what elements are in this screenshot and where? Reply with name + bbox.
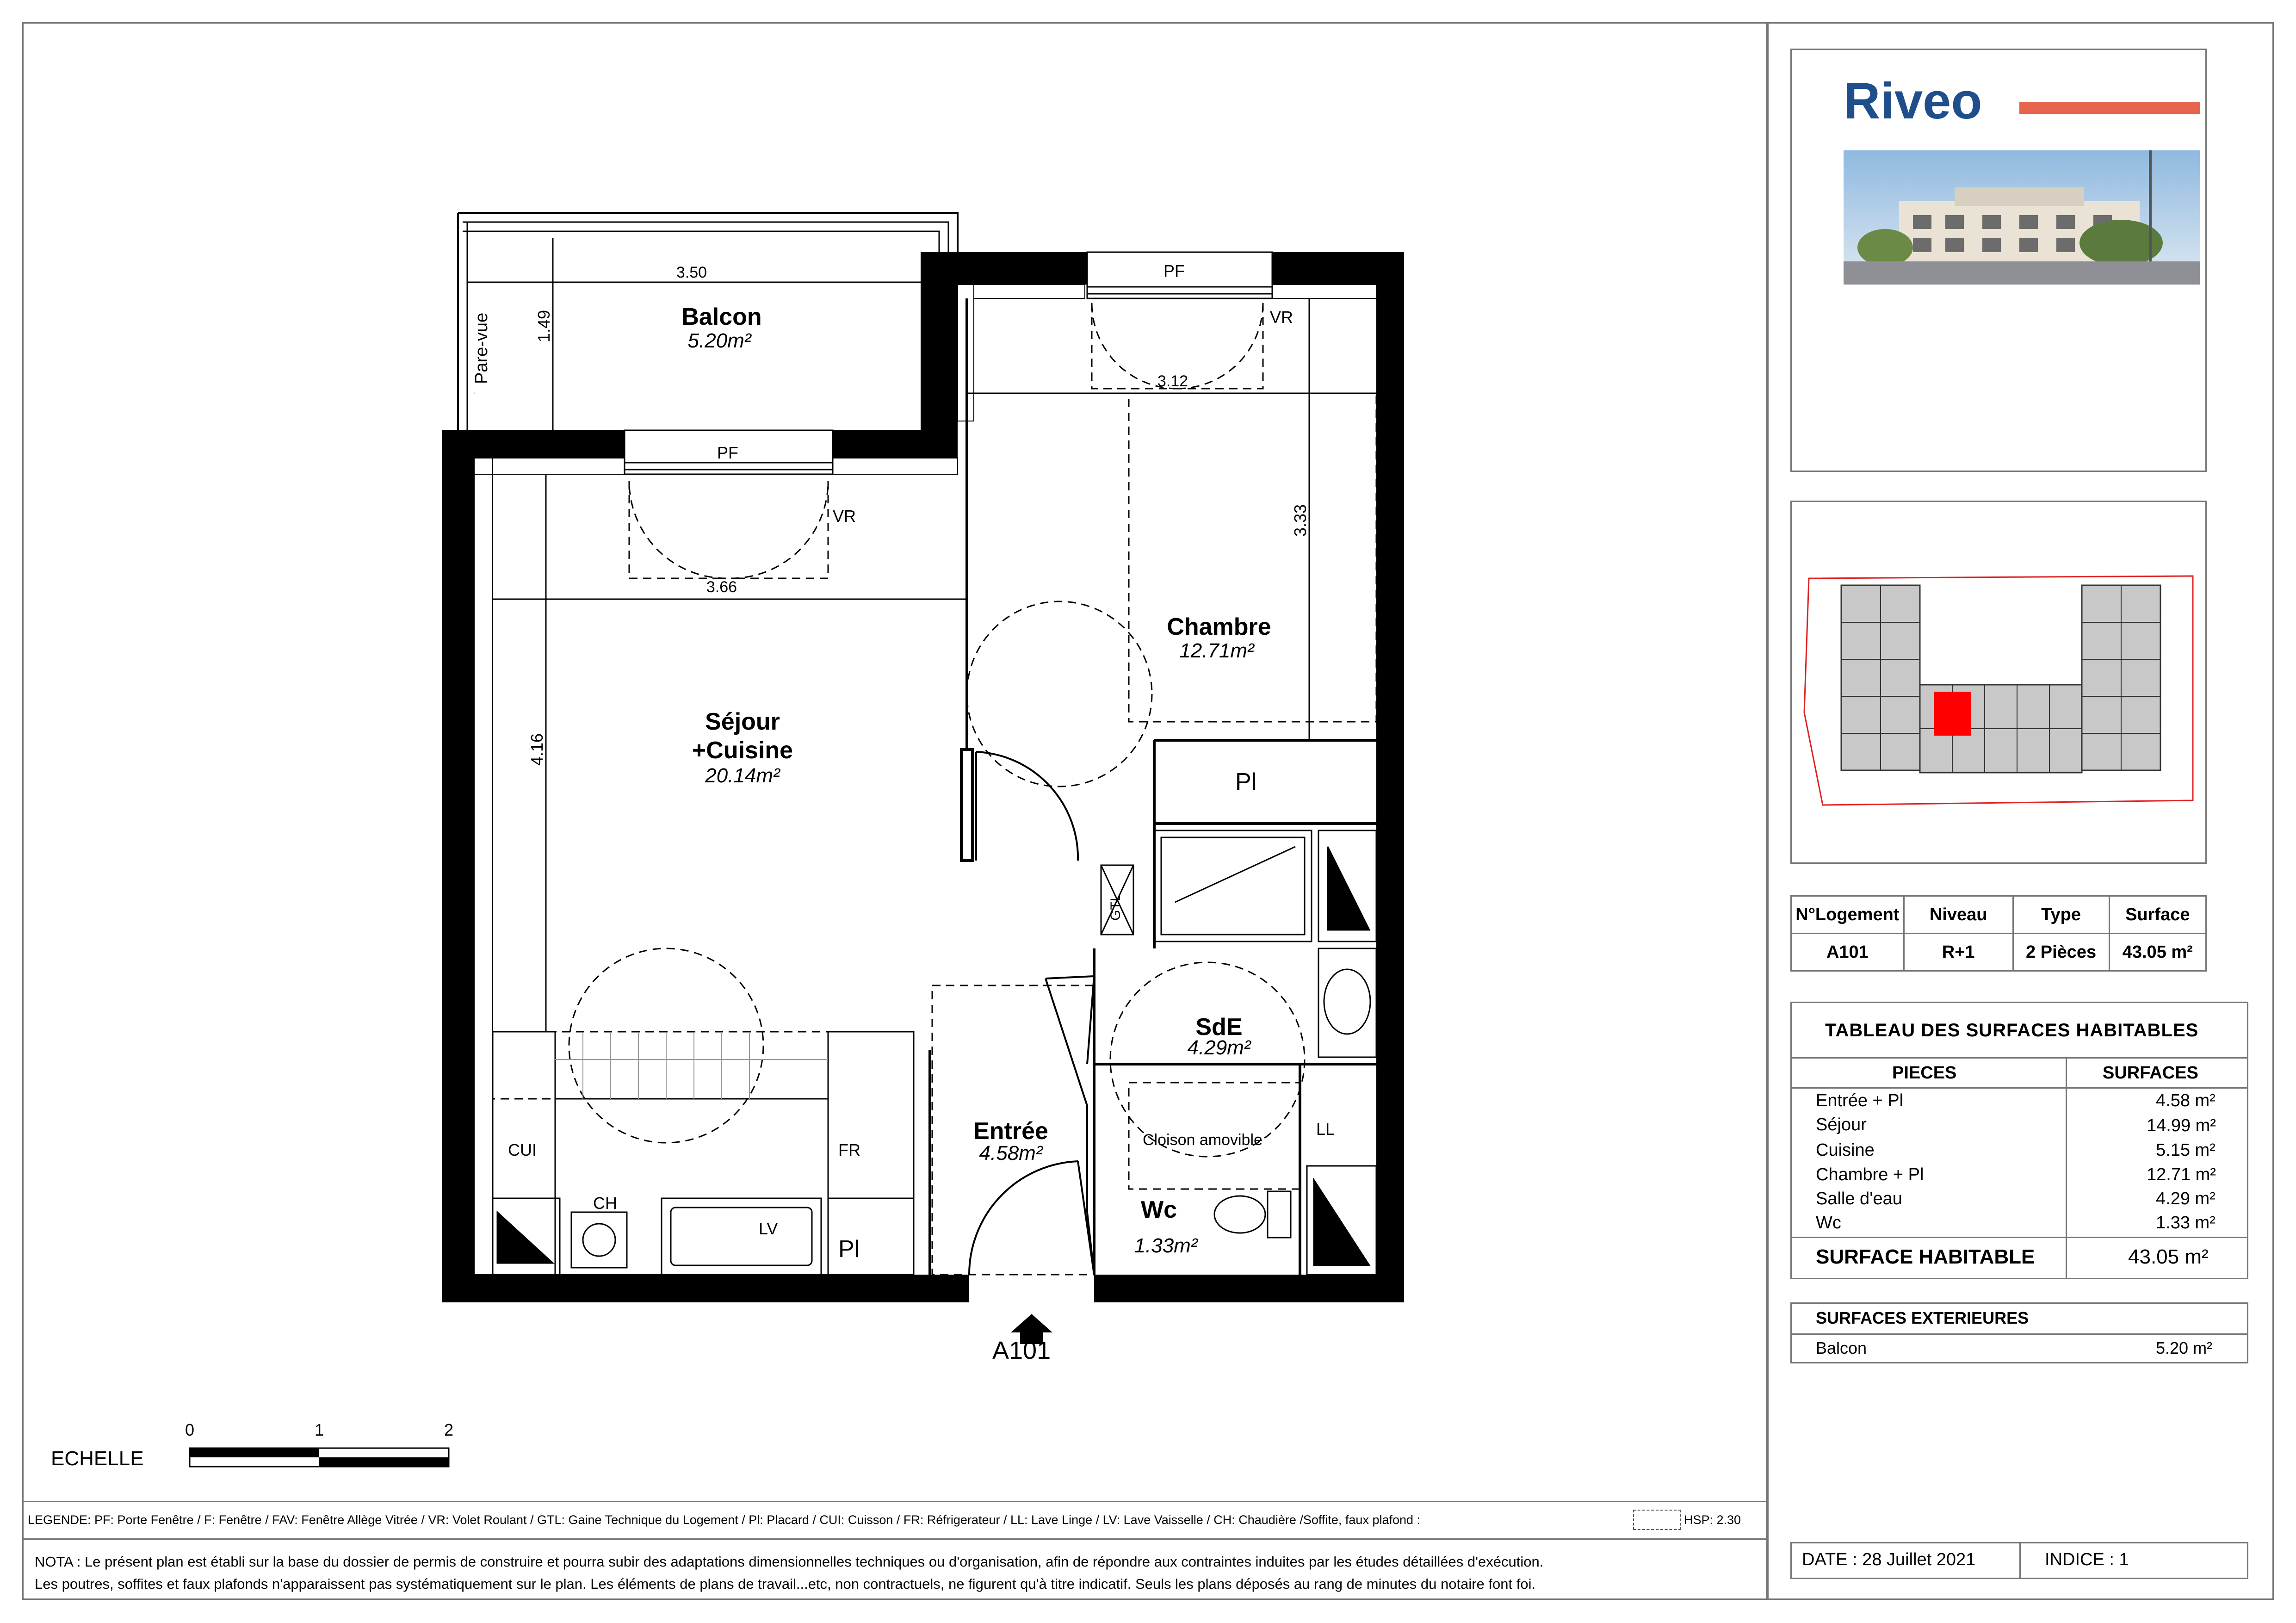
- surfaces-title: TABLEAU DES SURFACES HABITABLES: [1825, 1020, 2199, 1041]
- entree-area: 4.58m²: [979, 1142, 1043, 1165]
- pare-vue-label: Pare-vue: [472, 312, 491, 384]
- legend-divider: [22, 1501, 1767, 1502]
- lv-label: LV: [759, 1219, 778, 1238]
- vr-label-sejour: VR: [833, 507, 856, 526]
- soffite-hatch-swatch: [1633, 1510, 1681, 1530]
- hsp-text: HSP: 2.30: [1684, 1513, 1741, 1527]
- exterior-title: SURFACES EXTERIEURES: [1816, 1308, 2029, 1327]
- info-value-niveau: R+1: [1904, 934, 2013, 971]
- surface-row-value: 1.33 m²: [2156, 1213, 2216, 1233]
- chambre-area: 12.71m²: [1179, 639, 1254, 662]
- site-plan: [1795, 560, 2202, 819]
- surface-total-value: 43.05 m²: [2128, 1245, 2209, 1268]
- brand-logo: Riveo: [1844, 73, 1982, 130]
- surfaces-header-line: [1790, 1057, 2248, 1059]
- chambre-label: Chambre: [1167, 613, 1271, 640]
- sejour-label-2: +Cuisine: [692, 737, 793, 764]
- info-header-type: Type: [2013, 896, 2109, 934]
- dim-chambre-w: 3.12: [1157, 372, 1188, 390]
- surface-row-value: 4.58 m²: [2156, 1091, 2216, 1110]
- surfaces-col-divider: [2066, 1057, 2067, 1279]
- pf-label-sejour: PF: [717, 443, 739, 462]
- surface-row-value: 5.15 m²: [2156, 1140, 2216, 1160]
- unit-label: A101: [992, 1337, 1051, 1364]
- fr-label: FR: [838, 1140, 860, 1159]
- ch-label: CH: [593, 1194, 617, 1213]
- dim-sejour-w: 3.66: [706, 578, 737, 596]
- surface-row-piece: Cuisine: [1816, 1140, 1875, 1160]
- surface-row-piece: Entrée + Pl: [1816, 1091, 1904, 1110]
- wc-area: 1.33m²: [1134, 1234, 1198, 1257]
- info-header-surface: Surface: [2109, 896, 2206, 934]
- scale-bar: [190, 1448, 449, 1467]
- cloison-label: Cloison amovible: [1143, 1131, 1262, 1149]
- nota-divider: [22, 1538, 1767, 1540]
- sde-label: SdE: [1195, 1014, 1243, 1041]
- exterior-row-piece: Balcon: [1816, 1338, 1867, 1357]
- balcon-label: Balcon: [681, 304, 762, 330]
- wc-label: Wc: [1141, 1196, 1177, 1223]
- surfaces-total-line: [1790, 1237, 2248, 1238]
- dim-chambre-h: 3.33: [1291, 504, 1310, 537]
- footer-divider: [2019, 1542, 2021, 1579]
- surface-row-value: 12.71 m²: [2147, 1165, 2216, 1184]
- vr-label-chambre: VR: [1270, 308, 1293, 327]
- surface-row-piece: Salle d'eau: [1816, 1189, 1902, 1208]
- sejour-area: 20.14m²: [705, 764, 780, 787]
- surfaces-subheader-line: [1790, 1087, 2248, 1089]
- surface-row-piece: Séjour: [1816, 1115, 1867, 1134]
- info-value-surface: 43.05 m²: [2109, 934, 2206, 971]
- info-header-niveau: Niveau: [1904, 896, 2013, 934]
- footer-indice: INDICE : 1: [2045, 1550, 2129, 1569]
- brand-accent-bar: [2019, 102, 2200, 114]
- scale-tick-0: 0: [185, 1420, 195, 1439]
- surface-row-value: 4.29 m²: [2156, 1189, 2216, 1208]
- surface-total-label: SURFACE HABITABLE: [1816, 1245, 2035, 1268]
- cui-label: CUI: [508, 1140, 537, 1159]
- balcon-area: 5.20m²: [687, 329, 751, 352]
- footer-date: DATE : 28 Juillet 2021: [1802, 1550, 1976, 1569]
- surfaces-col-pieces: PIECES: [1892, 1063, 1957, 1083]
- exterior-row-value: 5.20 m²: [2156, 1338, 2213, 1357]
- gtl-label: GTL: [1108, 893, 1123, 921]
- ll-label: LL: [1316, 1120, 1335, 1139]
- building-render: [1844, 150, 2200, 285]
- info-value-logement: A101: [1791, 934, 1904, 971]
- info-header-logement: N°Logement: [1791, 896, 1904, 934]
- sde-area: 4.29m²: [1187, 1036, 1251, 1059]
- info-table: [1790, 895, 2207, 972]
- pl-label-chambre: Pl: [1235, 768, 1257, 795]
- exterior-line: [1790, 1333, 2248, 1335]
- scale-tick-2: 2: [444, 1420, 454, 1439]
- entree-label: Entrée: [973, 1118, 1048, 1145]
- legend-text: LEGENDE: PF: Porte Fenêtre / F: Fenêtre / FAV: Fenêtre Allège Vitrée / VR: Volet Roulant / GTL: Gaine Technique du Logement / Pl: Placard / CUI: Cuisson / FR: Réfrigerateur / LL: Lave Linge / LV: Lave Vaisselle / CH: Chaudière /Soffite, faux plafond :: [28, 1513, 1421, 1527]
- pl-label-kitchen: Pl: [838, 1236, 860, 1263]
- surfaces-col-surfaces: SURFACES: [2103, 1063, 2198, 1083]
- dim-balcon-w: 3.50: [676, 264, 707, 281]
- info-value-type: 2 Pièces: [2013, 934, 2109, 971]
- surface-row-piece: Chambre + Pl: [1816, 1165, 1924, 1184]
- unit-highlight: [1934, 692, 1971, 736]
- surface-row-value: 14.99 m²: [2147, 1116, 2216, 1135]
- dim-balcon-h: 1.49: [534, 310, 553, 342]
- nota-line-2: Les poutres, soffites et faux plafonds n'apparaissent pas systématiquement sur le plan. Les éléments de plans de travail...etc, non contractuels, ne figurent qu'à titre indicatif. Seuls les plans déposés au rang de minutes du notaire font foi.: [35, 1576, 1536, 1592]
- scale-label: ECHELLE: [51, 1447, 144, 1470]
- sejour-label: Séjour: [705, 708, 780, 735]
- scale-tick-1: 1: [315, 1420, 324, 1439]
- dim-sejour-h: 4.16: [527, 733, 546, 766]
- nota-line-1: NOTA : Le présent plan est établi sur la base du dossier de permis de construire et pourra subir des adaptations dimensionnelles techniques ou d'organisation, afin de répondre aux contraintes induites par les études détaillées d'exécution.: [35, 1554, 1544, 1570]
- pf-label-chambre: PF: [1163, 261, 1185, 280]
- surface-row-piece: Wc: [1816, 1213, 1841, 1233]
